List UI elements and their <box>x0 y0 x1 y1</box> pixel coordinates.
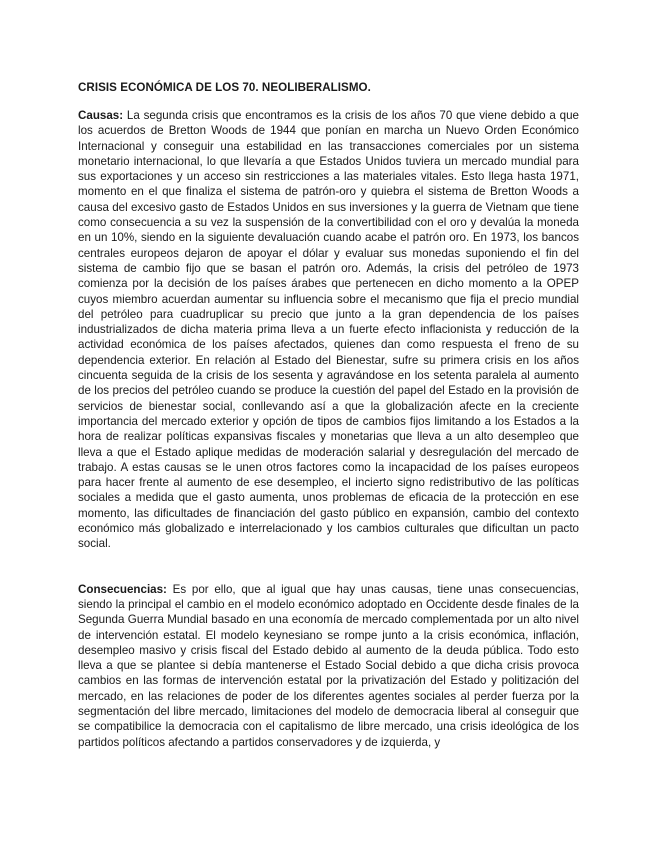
causes-text: La segunda crisis que encontramos es la crisis de los años 70 que viene debido a que los acuerdos de Bretton Woods de 1944 que ponían en marcha un Nuevo Orden Económico Internacional y conseguir una estabilidad en las transacciones comerciales por un sistema monetario internacional, lo que llevaría a que Estados Unidos tuviera un mercado mundial para sus exportaciones y un acceso sin restricciones a las materiales vitales. Esto llega hasta 1971, momento en el que finaliza el sistema de patrón-oro y quiebra el sistema de Bretton Woods a causa del excesivo gasto de Estados Unidos en sus inversiones y la guerra de Vietnam que tiene como consecuencia a su vez la suspensión de la convertibilidad con el oro y devalúa la moneda en un 10%, siendo en la siguiente devaluación cuando acabe el patrón oro. En 1973, los bancos centrales europeos dejaron de apoyar el dólar y evaluar sus monedas suponiendo el fin del sistema de cambio fijo que se basan el patrón oro. Además, la crisis del petróleo de 1973 comienza por la decisión de los países árabes que pertenecen en dicho momento a la OPEP cuyos miembro acuerdan aumentar su influencia sobre el mecanismo que fija el precio mundial del petróleo para cuadruplicar su precio que junto a la gran dependencia de los países industrializados de dicha materia prima lleva a un fuerte efecto inflacionista y reducción de la actividad económica de los países afectados, quienes dan como respuesta el freno de su dependencia exterior. En relación al Estado del Bienestar, sufre su primera crisis en los años cincuenta seguida de la crisis de los sesenta y agravándose en los setenta paralela al aumento de los precios del petróleo cuando se produce la cuestión del papel del Estado en la provisión de servicios de bienestar social, conllevando así a que la globalización afecte en la creciente importancia del mercado exterior y opción de tipos de cambios fijos limitando a los Estados a la hora de realizar políticas expansivas fiscales y monetarias que lleva a un alto desempleo que lleva a que el Estado aplique medidas de moderación salarial y desregulación del mercado de trabajo. A estas causas se le unen otros factores como la incapacidad de los países europeos para hacer frente al aumento de ese desempleo, el incierto signo redistributivo de las políticas sociales a medida que el gasto aumenta, unos problemas de eficacia de la protección en ese momento, las dificultades de financiación del gasto público en expansión, cambio del contexto económico más globalizado e interrelacionado y los cambios culturales que dificultan un pacto social. <box>78 109 579 551</box>
paragraph-spacer <box>78 552 579 582</box>
consequences-paragraph <box>78 582 579 750</box>
document-title: CRISIS ECONÓMICA DE LOS 70. NEOLIBERALISMO. <box>78 81 371 94</box>
consequences-label: Consecuencias: <box>78 582 167 596</box>
causes-paragraph <box>78 108 579 552</box>
document-page <box>78 80 579 750</box>
consequences-text: Es por ello, que al igual que hay unas causas, tiene unas consecuencias, siendo la principal el cambio en el modelo económico adoptado en Occidente desde finales de la Segunda Guerra Mundial basado en una economía de mercado complementada por un alto nivel de intervención estatal. El modelo keynesiano se rompe junto a la crisis económica, inflación, desempleo masivo y crisis fiscal del Estado debido al aumento de la deuda pública. Todo esto lleva a que se plantee si debía mantenerse el Estado Social debido a que dicha crisis provoca cambios en las formas de intervención estatal por la privatización del Estado y politización del mercado, en las relaciones de poder de los diferentes agentes sociales al perder fuerza por la segmentación del libre mercado, limitaciones del modelo de democracia liberal al conseguir que se compatibilice la democracia con el capitalismo de libre mercado, una crisis ideológica de los partidos políticos afectando a partidos conservadores y de izquierda, y <box>78 582 579 749</box>
causes-label: Causas: <box>78 109 124 122</box>
